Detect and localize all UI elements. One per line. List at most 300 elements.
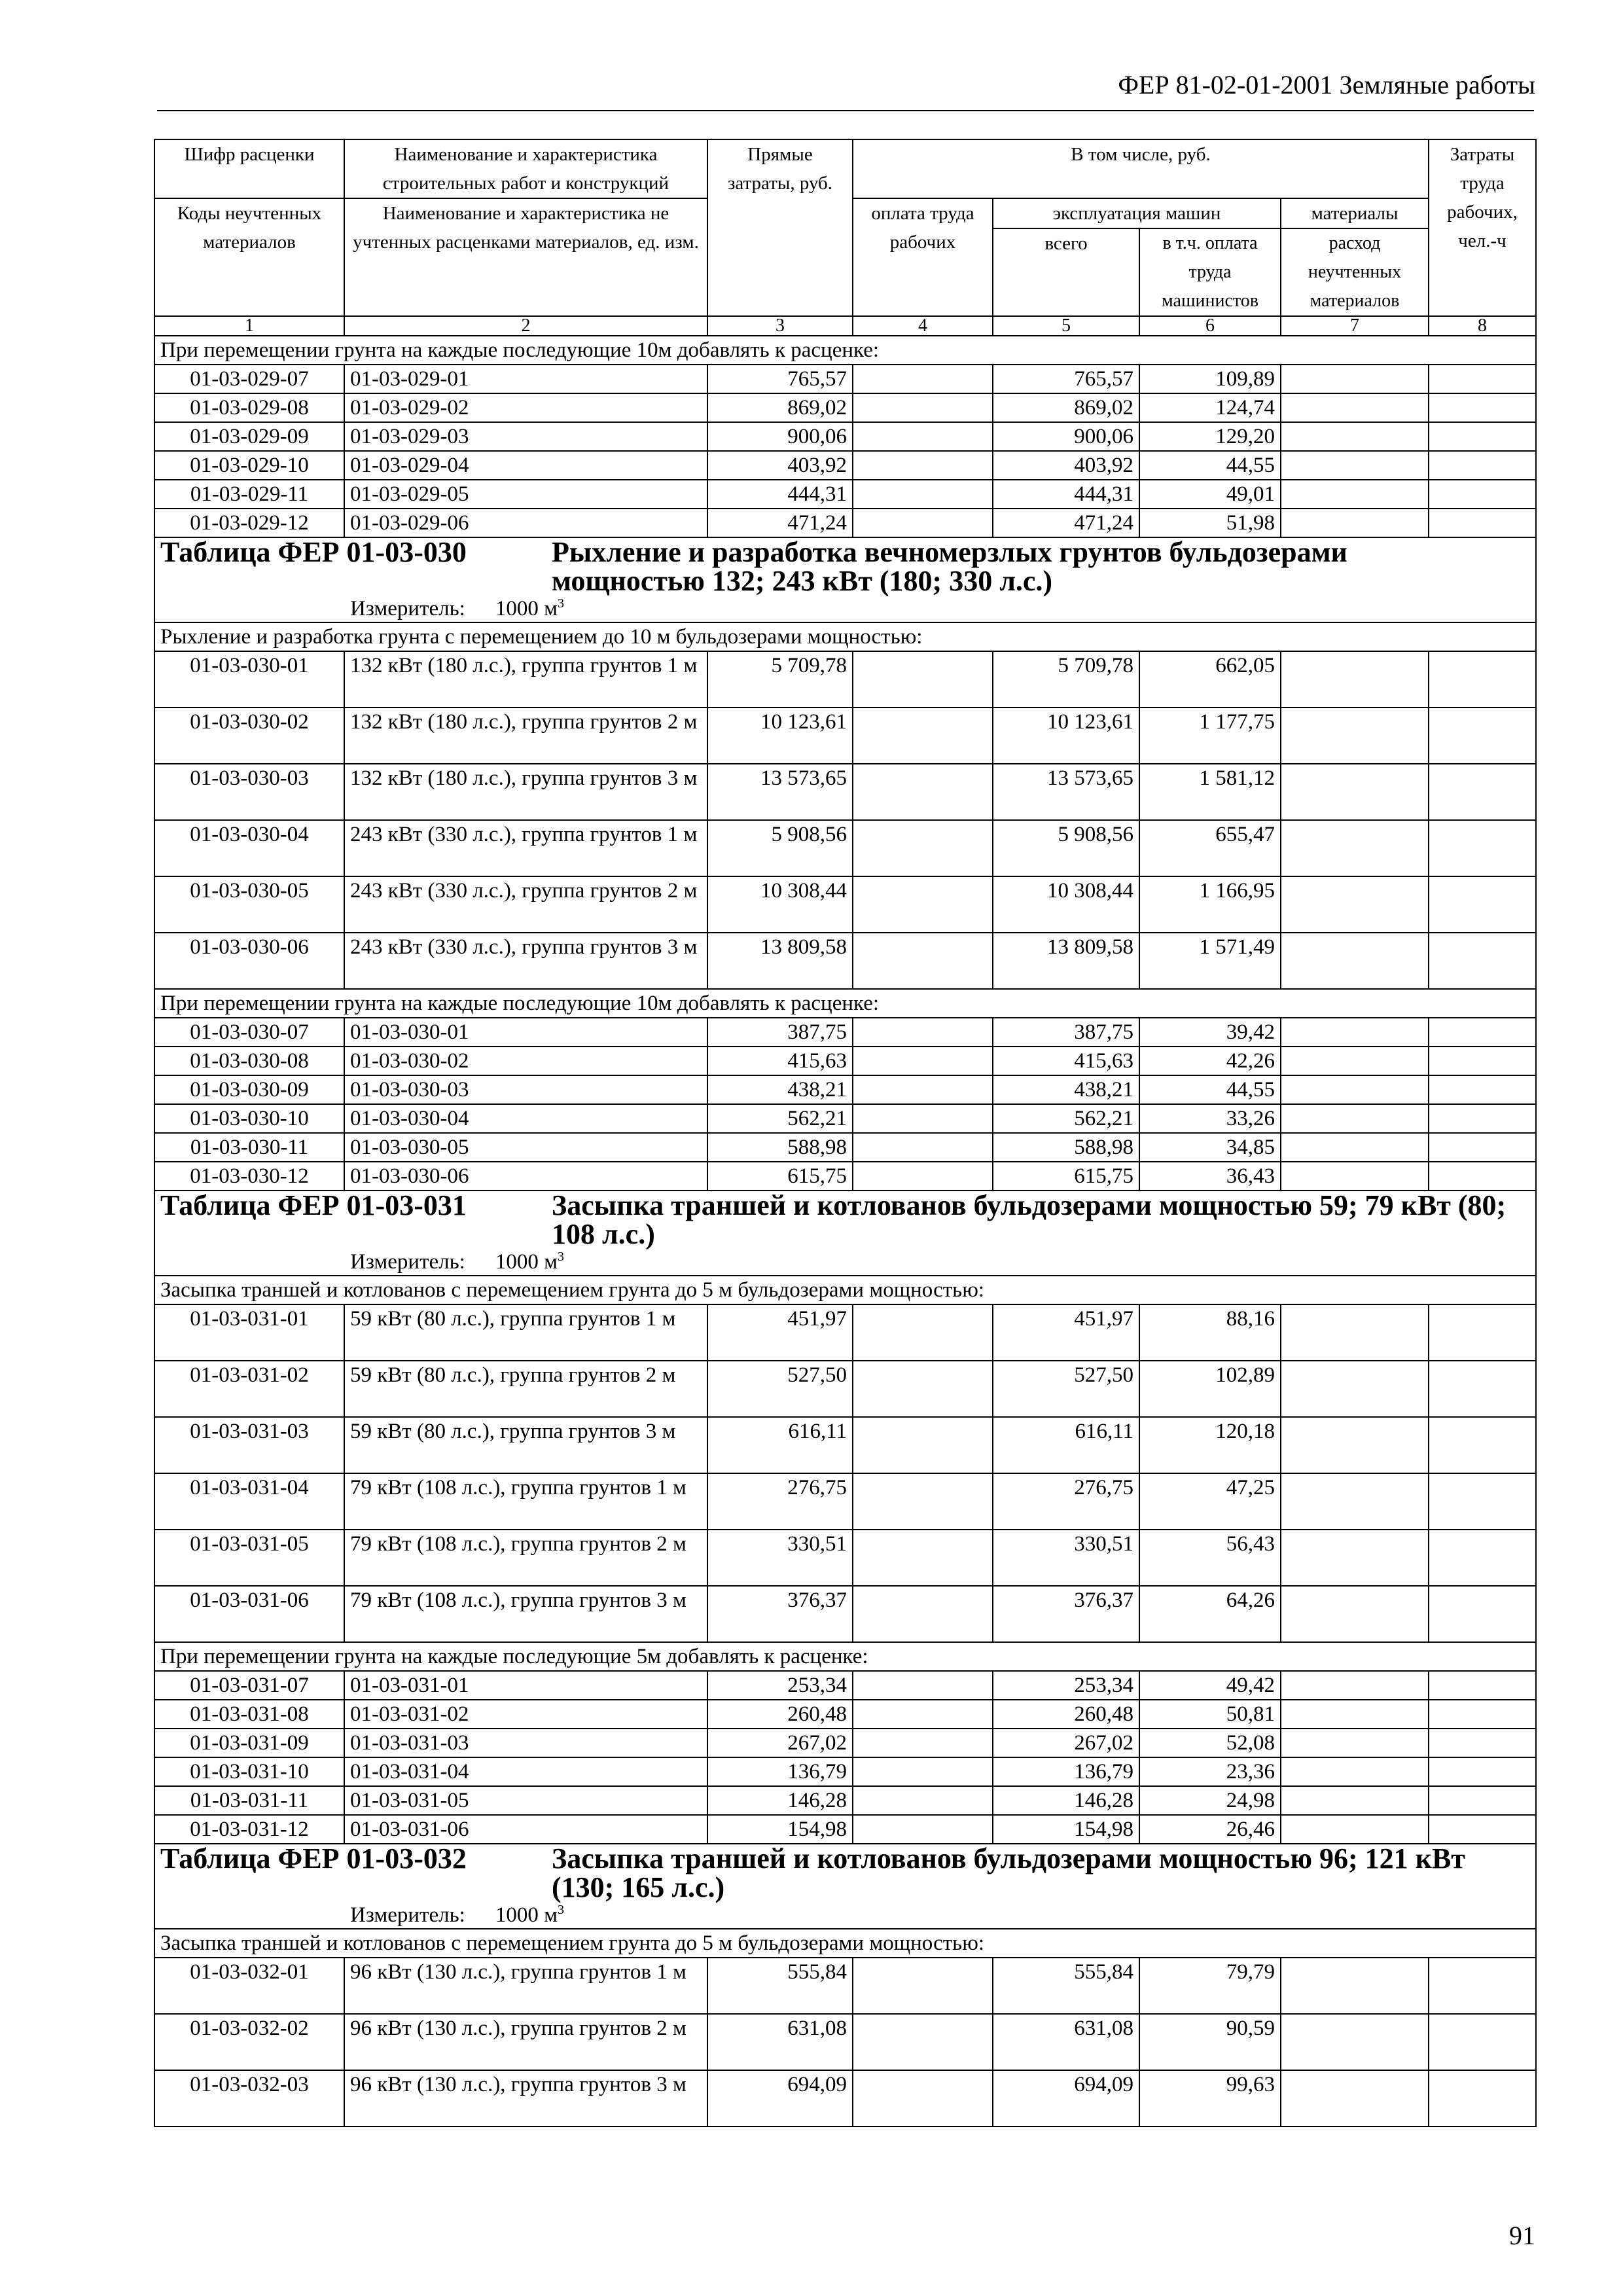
rate-description: 243 кВт (330 л.с.), группа грунтов 3 м <box>344 933 707 989</box>
labor-hours <box>1429 1075 1536 1104</box>
direct-cost: 415,63 <box>707 1047 853 1075</box>
table-row <box>154 1361 1536 1417</box>
meter-label: Измеритель: <box>350 1903 465 1927</box>
labor-hours <box>1429 1786 1536 1815</box>
rate-code: 01-03-030-02 <box>154 708 344 764</box>
meter-label: Измеритель: <box>350 597 465 620</box>
machines-total: 562,21 <box>993 1104 1139 1133</box>
materials-cost <box>1281 1304 1429 1361</box>
labor-pay <box>853 1361 993 1417</box>
table-row <box>154 2070 1536 2126</box>
rate-code: 01-03-030-11 <box>154 1133 344 1162</box>
direct-cost: 260,48 <box>707 1700 853 1729</box>
labor-pay <box>853 1671 993 1700</box>
labor-hours <box>1429 708 1536 764</box>
direct-cost: 376,37 <box>707 1586 853 1642</box>
table-row <box>154 1018 1536 1047</box>
machines-operators-pay: 129,20 <box>1139 422 1281 451</box>
labor-pay <box>853 393 993 422</box>
column-number: 1 <box>154 316 344 336</box>
machines-operators-pay: 124,74 <box>1139 393 1281 422</box>
col-header-unaccounted-codes: Коды неучтенных материалов <box>154 198 344 316</box>
rate-description: 132 кВт (180 л.с.), группа грунтов 3 м <box>344 764 707 820</box>
table-name: Рыхление и разработка вечномерзлых грунтов бульдозерами мощностью 132; 243 кВт (180; 330 л.с.) <box>552 537 1347 597</box>
column-number: 3 <box>707 316 853 336</box>
column-number: 4 <box>853 316 993 336</box>
rate-description: 01-03-031-05 <box>344 1786 707 1815</box>
machines-total: 136,79 <box>993 1757 1139 1786</box>
col-header-code: Шифр расценки <box>154 139 344 198</box>
materials-cost <box>1281 422 1429 451</box>
materials-cost <box>1281 1473 1429 1530</box>
direct-cost: 900,06 <box>707 422 853 451</box>
labor-pay <box>853 451 993 480</box>
materials-cost <box>1281 1018 1429 1047</box>
column-number: 5 <box>993 316 1139 336</box>
machines-total: 267,02 <box>993 1729 1139 1757</box>
table-row <box>154 708 1536 764</box>
machines-total: 527,50 <box>993 1361 1139 1417</box>
table-row <box>154 1104 1536 1133</box>
rate-code: 01-03-032-03 <box>154 2070 344 2126</box>
labor-pay <box>853 1700 993 1729</box>
labor-pay <box>853 820 993 876</box>
labor-pay <box>853 651 993 708</box>
machines-total: 5 908,56 <box>993 820 1139 876</box>
labor-hours <box>1429 820 1536 876</box>
labor-pay <box>853 708 993 764</box>
rate-description: 01-03-029-06 <box>344 509 707 537</box>
materials-cost <box>1281 451 1429 480</box>
labor-pay <box>853 1473 993 1530</box>
section-note: При перемещении грунта на каждые последующие 5м добавлять к расценке: <box>154 1642 1536 1671</box>
direct-cost: 615,75 <box>707 1162 853 1191</box>
table-label: Таблица ФЕР 01-03-031 <box>160 1191 467 1221</box>
table-heading <box>154 537 1536 622</box>
table-row <box>154 480 1536 509</box>
machines-operators-pay: 79,79 <box>1139 1958 1281 2014</box>
direct-cost: 444,31 <box>707 480 853 509</box>
table-heading <box>154 1844 1536 1929</box>
labor-pay <box>853 1729 993 1757</box>
rate-description: 01-03-031-04 <box>344 1757 707 1786</box>
materials-cost <box>1281 1700 1429 1729</box>
materials-cost <box>1281 1417 1429 1473</box>
table-row <box>154 1047 1536 1075</box>
labor-hours <box>1429 1671 1536 1700</box>
col-header-materials-sub: расход неучтенных материалов <box>1281 228 1429 316</box>
machines-total: 154,98 <box>993 1815 1139 1844</box>
machines-operators-pay: 26,46 <box>1139 1815 1281 1844</box>
rate-description: 01-03-030-03 <box>344 1075 707 1104</box>
rate-description: 01-03-029-02 <box>344 393 707 422</box>
labor-pay <box>853 1815 993 1844</box>
rate-description: 132 кВт (180 л.с.), группа грунтов 2 м <box>344 708 707 764</box>
materials-cost <box>1281 1530 1429 1586</box>
labor-pay <box>853 422 993 451</box>
col-header-machines-operators: в т.ч. оплата труда машинистов <box>1139 228 1281 316</box>
rate-description: 01-03-029-05 <box>344 480 707 509</box>
direct-cost: 631,08 <box>707 2014 853 2070</box>
labor-pay <box>853 480 993 509</box>
labor-hours <box>1429 1700 1536 1729</box>
rate-code: 01-03-029-08 <box>154 393 344 422</box>
machines-total: 765,57 <box>993 365 1139 393</box>
machines-operators-pay: 120,18 <box>1139 1417 1281 1473</box>
rate-description: 132 кВт (180 л.с.), группа грунтов 1 м <box>344 651 707 708</box>
machines-operators-pay: 44,55 <box>1139 451 1281 480</box>
table-row <box>154 764 1536 820</box>
machines-operators-pay: 64,26 <box>1139 1586 1281 1642</box>
labor-pay <box>853 365 993 393</box>
materials-cost <box>1281 1133 1429 1162</box>
direct-cost: 276,75 <box>707 1473 853 1530</box>
col-header-name: Наименование и характеристика строительных работ и конструкций <box>344 139 707 198</box>
materials-cost <box>1281 1958 1429 2014</box>
direct-cost: 562,21 <box>707 1104 853 1133</box>
rate-code: 01-03-031-10 <box>154 1757 344 1786</box>
labor-pay <box>853 933 993 989</box>
materials-cost <box>1281 933 1429 989</box>
section-note: При перемещении грунта на каждые последующие 10м добавлять к расценке: <box>154 336 1536 365</box>
rate-code: 01-03-031-07 <box>154 1671 344 1700</box>
labor-pay <box>853 1586 993 1642</box>
machines-operators-pay: 50,81 <box>1139 1700 1281 1729</box>
machines-operators-pay: 109,89 <box>1139 365 1281 393</box>
machines-operators-pay: 56,43 <box>1139 1530 1281 1586</box>
labor-hours <box>1429 1104 1536 1133</box>
rate-description: 01-03-030-02 <box>344 1047 707 1075</box>
table-row <box>154 1530 1536 1586</box>
materials-cost <box>1281 393 1429 422</box>
col-header-materials: материалы <box>1281 198 1429 228</box>
rate-description: 59 кВт (80 л.с.), группа грунтов 1 м <box>344 1304 707 1361</box>
direct-cost: 471,24 <box>707 509 853 537</box>
machines-operators-pay: 1 177,75 <box>1139 708 1281 764</box>
machines-operators-pay: 51,98 <box>1139 509 1281 537</box>
machines-total: 438,21 <box>993 1075 1139 1104</box>
labor-pay <box>853 876 993 933</box>
direct-cost: 588,98 <box>707 1133 853 1162</box>
direct-cost: 616,11 <box>707 1417 853 1473</box>
labor-pay <box>853 1530 993 1586</box>
rate-code: 01-03-030-08 <box>154 1047 344 1075</box>
rate-code: 01-03-031-03 <box>154 1417 344 1473</box>
materials-cost <box>1281 708 1429 764</box>
machines-total: 13 809,58 <box>993 933 1139 989</box>
header-rule <box>157 110 1534 111</box>
machines-operators-pay: 23,36 <box>1139 1757 1281 1786</box>
materials-cost <box>1281 2014 1429 2070</box>
rate-code: 01-03-031-06 <box>154 1586 344 1642</box>
labor-pay <box>853 1786 993 1815</box>
direct-cost: 555,84 <box>707 1958 853 2014</box>
rate-code: 01-03-030-03 <box>154 764 344 820</box>
labor-pay <box>853 1133 993 1162</box>
col-header-labor-pay: оплата труда рабочих <box>853 198 993 316</box>
machines-operators-pay: 49,42 <box>1139 1671 1281 1700</box>
rate-description: 01-03-030-05 <box>344 1133 707 1162</box>
rate-code: 01-03-029-11 <box>154 480 344 509</box>
rate-description: 243 кВт (330 л.с.), группа грунтов 1 м <box>344 820 707 876</box>
col-header-labor: Затраты труда рабочих, чел.-ч <box>1429 139 1536 316</box>
materials-cost <box>1281 1729 1429 1757</box>
rate-description: 01-03-030-06 <box>344 1162 707 1191</box>
materials-cost <box>1281 2070 1429 2126</box>
table-row <box>154 1473 1536 1530</box>
section-note: Засыпка траншей и котлованов с перемещением грунта до 5 м бульдозерами мощностью: <box>154 1929 1536 1958</box>
labor-hours <box>1429 876 1536 933</box>
materials-cost <box>1281 365 1429 393</box>
table-row <box>154 1133 1536 1162</box>
machines-operators-pay: 24,98 <box>1139 1786 1281 1815</box>
rate-code: 01-03-031-01 <box>154 1304 344 1361</box>
labor-hours <box>1429 2070 1536 2126</box>
direct-cost: 154,98 <box>707 1815 853 1844</box>
labor-hours <box>1429 764 1536 820</box>
rate-description: 79 кВт (108 л.с.), группа грунтов 1 м <box>344 1473 707 1530</box>
page-header-title: ФЕР 81-02-01-2001 Земляные работы <box>1118 70 1535 99</box>
machines-total: 387,75 <box>993 1018 1139 1047</box>
rate-description: 01-03-031-03 <box>344 1729 707 1757</box>
machines-total: 588,98 <box>993 1133 1139 1162</box>
machines-total: 451,97 <box>993 1304 1139 1361</box>
direct-cost: 438,21 <box>707 1075 853 1104</box>
labor-pay <box>853 1047 993 1075</box>
rate-code: 01-03-030-06 <box>154 933 344 989</box>
table-row <box>154 933 1536 989</box>
machines-total: 631,08 <box>993 2014 1139 2070</box>
rate-code: 01-03-031-09 <box>154 1729 344 1757</box>
machines-total: 146,28 <box>993 1786 1139 1815</box>
labor-pay <box>853 1417 993 1473</box>
machines-total: 10 123,61 <box>993 708 1139 764</box>
materials-cost <box>1281 1047 1429 1075</box>
direct-cost: 10 123,61 <box>707 708 853 764</box>
labor-pay <box>853 1757 993 1786</box>
labor-hours <box>1429 1729 1536 1757</box>
machines-total: 900,06 <box>993 422 1139 451</box>
table-row <box>154 393 1536 422</box>
table-row <box>154 365 1536 393</box>
machines-total: 376,37 <box>993 1586 1139 1642</box>
labor-hours <box>1429 1473 1536 1530</box>
table-heading <box>154 1191 1536 1276</box>
labor-hours <box>1429 1417 1536 1473</box>
machines-total: 13 573,65 <box>993 764 1139 820</box>
table-row <box>154 1671 1536 1700</box>
rate-code: 01-03-030-05 <box>154 876 344 933</box>
rate-code: 01-03-029-07 <box>154 365 344 393</box>
machines-operators-pay: 52,08 <box>1139 1729 1281 1757</box>
column-number: 8 <box>1429 316 1536 336</box>
machines-operators-pay: 33,26 <box>1139 1104 1281 1133</box>
direct-cost: 451,97 <box>707 1304 853 1361</box>
table-row <box>154 451 1536 480</box>
labor-pay <box>853 1304 993 1361</box>
materials-cost <box>1281 1361 1429 1417</box>
direct-cost: 527,50 <box>707 1361 853 1417</box>
column-number: 2 <box>344 316 707 336</box>
rate-code: 01-03-029-10 <box>154 451 344 480</box>
materials-cost <box>1281 480 1429 509</box>
machines-total: 253,34 <box>993 1671 1139 1700</box>
labor-hours <box>1429 1018 1536 1047</box>
rate-description: 79 кВт (108 л.с.), группа грунтов 2 м <box>344 1530 707 1586</box>
labor-pay <box>853 1104 993 1133</box>
rate-code: 01-03-029-09 <box>154 422 344 451</box>
table-row <box>154 1162 1536 1191</box>
rate-description: 01-03-029-04 <box>344 451 707 480</box>
rate-description: 01-03-031-06 <box>344 1815 707 1844</box>
column-number: 7 <box>1281 316 1429 336</box>
materials-cost <box>1281 1586 1429 1642</box>
section-note: Засыпка траншей и котлованов с перемещением грунта до 5 м бульдозерами мощностью: <box>154 1276 1536 1304</box>
direct-cost: 869,02 <box>707 393 853 422</box>
table-row <box>154 1786 1536 1815</box>
labor-hours <box>1429 365 1536 393</box>
rate-code: 01-03-031-05 <box>154 1530 344 1586</box>
table-name: Засыпка траншей и котлованов бульдозерами мощностью 59; 79 кВт (80; 108 л.с.) <box>552 1191 1507 1250</box>
rate-code: 01-03-031-02 <box>154 1361 344 1417</box>
rate-code: 01-03-032-01 <box>154 1958 344 2014</box>
machines-operators-pay: 1 581,12 <box>1139 764 1281 820</box>
section-note: Рыхление и разработка грунта с перемещением до 10 м бульдозерами мощностью: <box>154 622 1536 651</box>
direct-cost: 330,51 <box>707 1530 853 1586</box>
table-row <box>154 876 1536 933</box>
direct-cost: 10 308,44 <box>707 876 853 933</box>
col-header-unaccounted-names: Наименование и характеристика не учтенных расценками материалов, ед. изм. <box>344 198 707 316</box>
direct-cost: 13 573,65 <box>707 764 853 820</box>
labor-hours <box>1429 1815 1536 1844</box>
labor-hours <box>1429 1530 1536 1586</box>
direct-cost: 403,92 <box>707 451 853 480</box>
labor-hours <box>1429 1133 1536 1162</box>
labor-pay <box>853 1958 993 2014</box>
labor-hours <box>1429 509 1536 537</box>
direct-cost: 694,09 <box>707 2070 853 2126</box>
rate-code: 01-03-031-12 <box>154 1815 344 1844</box>
labor-hours <box>1429 1304 1536 1361</box>
machines-operators-pay: 44,55 <box>1139 1075 1281 1104</box>
materials-cost <box>1281 1757 1429 1786</box>
labor-hours <box>1429 451 1536 480</box>
table-row <box>154 1757 1536 1786</box>
labor-pay <box>853 1162 993 1191</box>
rate-code: 01-03-030-04 <box>154 820 344 876</box>
rate-description: 96 кВт (130 л.с.), группа грунтов 2 м <box>344 2014 707 2070</box>
table-row <box>154 651 1536 708</box>
direct-cost: 267,02 <box>707 1729 853 1757</box>
meter: Измеритель: 1000 $м^3$ <box>350 1903 564 1927</box>
materials-cost <box>1281 1075 1429 1104</box>
machines-total: 330,51 <box>993 1530 1139 1586</box>
rate-code: 01-03-029-12 <box>154 509 344 537</box>
rates-table <box>154 139 1537 2127</box>
rate-description: 79 кВт (108 л.с.), группа грунтов 3 м <box>344 1586 707 1642</box>
machines-operators-pay: 90,59 <box>1139 2014 1281 2070</box>
rate-code: 01-03-030-01 <box>154 651 344 708</box>
machines-total: 260,48 <box>993 1700 1139 1729</box>
materials-cost <box>1281 1162 1429 1191</box>
labor-hours <box>1429 1757 1536 1786</box>
table-label: Таблица ФЕР 01-03-030 <box>160 537 467 568</box>
machines-total: 616,11 <box>993 1417 1139 1473</box>
rate-code: 01-03-031-08 <box>154 1700 344 1729</box>
meter-value: 1000 м <box>495 1903 558 1927</box>
col-header-including: В том числе, руб. <box>853 139 1429 198</box>
rate-description: 59 кВт (80 л.с.), группа грунтов 3 м <box>344 1417 707 1473</box>
machines-operators-pay: 49,01 <box>1139 480 1281 509</box>
labor-hours <box>1429 933 1536 989</box>
rate-description: 01-03-029-03 <box>344 422 707 451</box>
machines-operators-pay: 34,85 <box>1139 1133 1281 1162</box>
machines-total: 555,84 <box>993 1958 1139 2014</box>
machines-operators-pay: 99,63 <box>1139 2070 1281 2126</box>
labor-pay <box>853 1018 993 1047</box>
labor-pay <box>853 2014 993 2070</box>
table-row <box>154 1075 1536 1104</box>
rate-code: 01-03-030-07 <box>154 1018 344 1047</box>
labor-hours <box>1429 393 1536 422</box>
table-row <box>154 820 1536 876</box>
machines-total: 403,92 <box>993 451 1139 480</box>
labor-hours <box>1429 1361 1536 1417</box>
meter: Измеритель: 1000 $м^3$ <box>350 596 564 620</box>
materials-cost <box>1281 1815 1429 1844</box>
rate-description: 01-03-030-04 <box>344 1104 707 1133</box>
meter: Измеритель: 1000 $м^3$ <box>350 1249 564 1274</box>
labor-hours <box>1429 1162 1536 1191</box>
table-row <box>154 1815 1536 1844</box>
rate-code: 01-03-030-09 <box>154 1075 344 1104</box>
labor-hours <box>1429 1047 1536 1075</box>
machines-total: 5 709,78 <box>993 651 1139 708</box>
labor-pay <box>853 764 993 820</box>
rate-code: 01-03-031-04 <box>154 1473 344 1530</box>
meter-value: 1000 м <box>495 1250 558 1274</box>
table-row <box>154 1586 1536 1642</box>
table-row <box>154 509 1536 537</box>
rate-description: 01-03-031-01 <box>344 1671 707 1700</box>
machines-operators-pay: 47,25 <box>1139 1473 1281 1530</box>
column-number: 6 <box>1139 316 1281 336</box>
machines-total: 694,09 <box>993 2070 1139 2126</box>
meter-label: Измеритель: <box>350 1250 465 1274</box>
rate-description: 96 кВт (130 л.с.), группа грунтов 1 м <box>344 1958 707 2014</box>
machines-total: 615,75 <box>993 1162 1139 1191</box>
machines-total: 276,75 <box>993 1473 1139 1530</box>
materials-cost <box>1281 1786 1429 1815</box>
direct-cost: 146,28 <box>707 1786 853 1815</box>
labor-hours <box>1429 480 1536 509</box>
table-row <box>154 1417 1536 1473</box>
rate-code: 01-03-032-02 <box>154 2014 344 2070</box>
labor-hours <box>1429 1586 1536 1642</box>
direct-cost: 5 908,56 <box>707 820 853 876</box>
rate-code: 01-03-030-10 <box>154 1104 344 1133</box>
labor-hours <box>1429 422 1536 451</box>
machines-operators-pay: 1 571,49 <box>1139 933 1281 989</box>
labor-pay <box>853 2070 993 2126</box>
table-row <box>154 1729 1536 1757</box>
materials-cost <box>1281 1671 1429 1700</box>
machines-operators-pay: 662,05 <box>1139 651 1281 708</box>
rate-description: 01-03-030-01 <box>344 1018 707 1047</box>
materials-cost <box>1281 764 1429 820</box>
table-row <box>154 2014 1536 2070</box>
machines-total: 444,31 <box>993 480 1139 509</box>
